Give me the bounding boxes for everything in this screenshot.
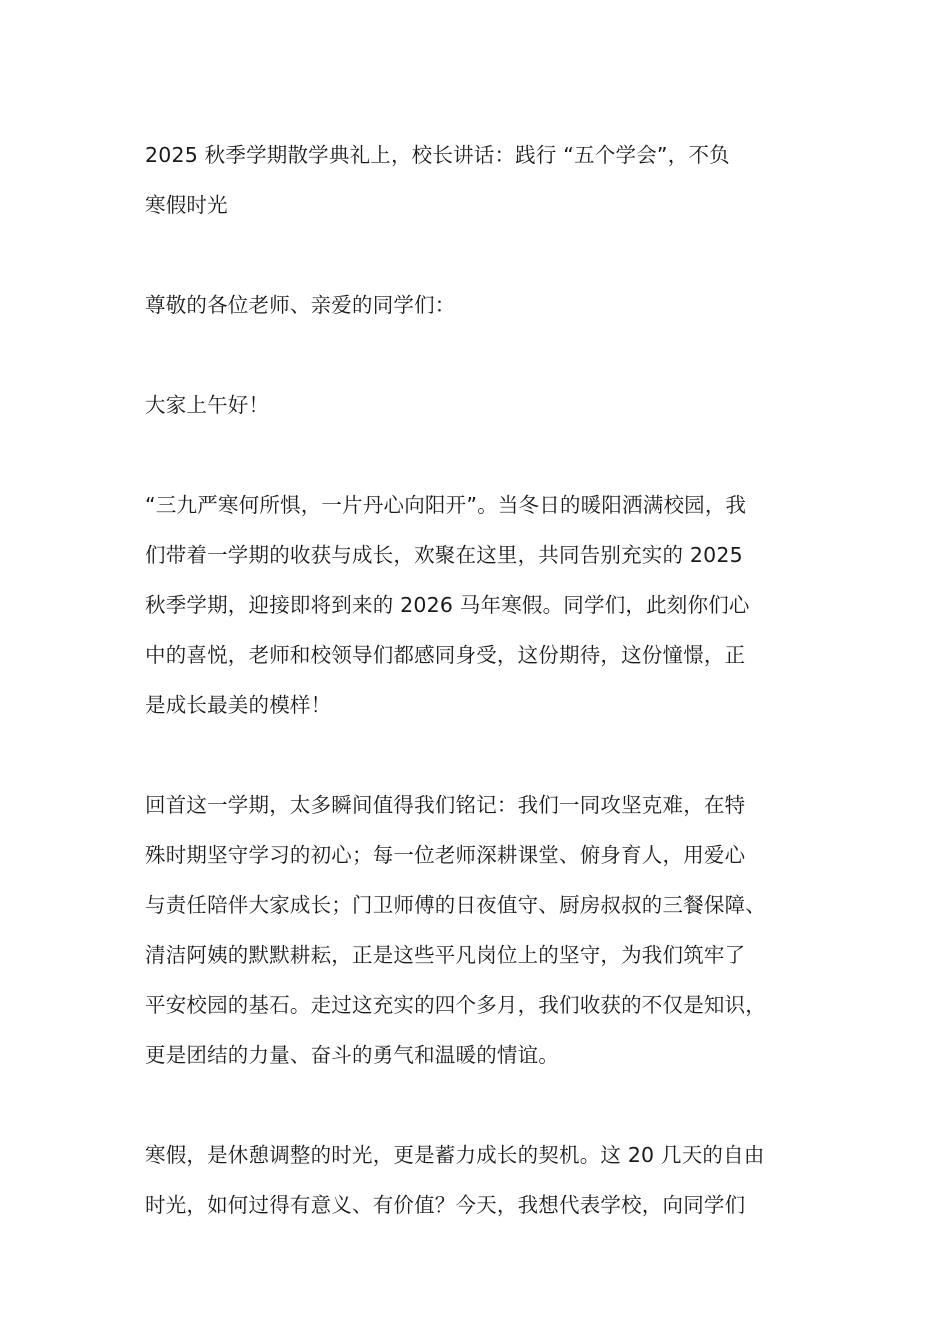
- paragraph-line: 是成长最美的模样！: [145, 693, 332, 717]
- title-line: 寒假时光: [145, 193, 228, 217]
- paragraph-line: 更是团结的力量、奋斗的勇气和温暖的情谊。: [145, 1043, 559, 1067]
- paragraph-gap: [145, 330, 815, 380]
- body-paragraph-2: [145, 780, 815, 1080]
- salutation: [145, 280, 815, 330]
- paragraph-gap: [145, 230, 815, 280]
- paragraph-line: 们带着一学期的收获与成长，欢聚在这里，共同告别充实的 2025: [145, 543, 743, 567]
- paragraph-line: 平安校园的基石。走过这充实的四个多月，我们收获的不仅是知识，: [145, 993, 766, 1017]
- paragraph-line: 殊时期坚守学习的初心；每一位老师深耕课堂、俯身育人，用爱心: [145, 843, 746, 867]
- document-body: [145, 130, 815, 1230]
- greeting: [145, 380, 815, 430]
- salutation-text: 尊敬的各位老师、亲爱的同学们：: [145, 293, 456, 317]
- paragraph-gap: [145, 430, 815, 480]
- document-title: [145, 130, 815, 230]
- paragraph-gap: [145, 730, 815, 780]
- paragraph-line: 秋季学期，迎接即将到来的 2026 马年寒假。同学们，此刻你们心: [145, 593, 750, 617]
- paragraph-line: 时光，如何过得有意义、有价值？今天，我想代表学校，向同学们: [145, 1193, 746, 1217]
- paragraph-gap: [145, 1080, 815, 1130]
- title-line: 2025 秋季学期散学典礼上，校长讲话：践行 “五个学会”，不负: [145, 143, 730, 167]
- body-paragraph-3: [145, 1130, 815, 1230]
- paragraph-line: 清洁阿姨的默默耕耘，正是这些平凡岗位上的坚守，为我们筑牢了: [145, 943, 746, 967]
- paragraph-line: 与责任陪伴大家成长；门卫师傅的日夜值守、厨房叔叔的三餐保障、: [145, 893, 766, 917]
- paragraph-line: 中的喜悦，老师和校领导们都感同身受，这份期待，这份憧憬，正: [145, 643, 746, 667]
- greeting-text: 大家上午好！: [145, 393, 270, 417]
- paragraph-line: “三九严寒何所惧，一片丹心向阳开”。当冬日的暖阳洒满校园，我: [145, 493, 747, 517]
- body-paragraph-1: [145, 480, 815, 730]
- paragraph-line: 回首这一学期，太多瞬间值得我们铭记：我们一同攻坚克难，在特: [145, 793, 746, 817]
- paragraph-line: 寒假，是休憩调整的时光，更是蓄力成长的契机。这 20 几天的自由: [145, 1143, 765, 1167]
